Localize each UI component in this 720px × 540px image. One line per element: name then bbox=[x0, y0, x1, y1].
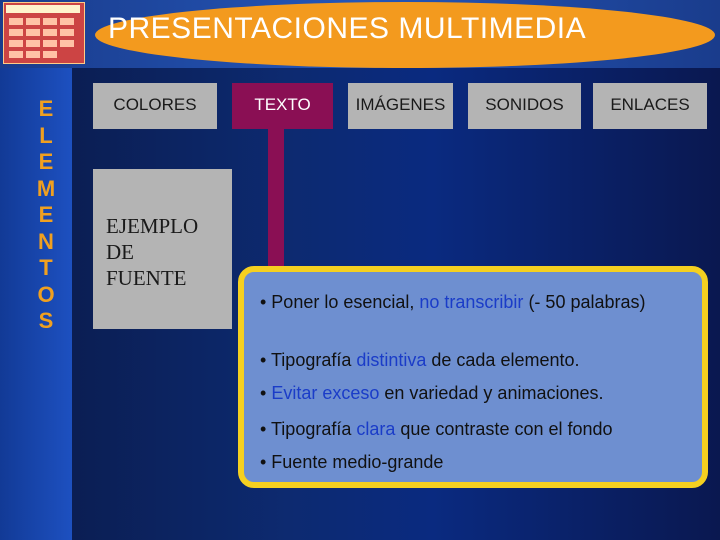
example-font-box bbox=[93, 169, 232, 329]
connector-line bbox=[268, 129, 284, 274]
category-colores[interactable]: COLORES bbox=[93, 83, 217, 129]
example-font-line: FUENTE bbox=[106, 266, 187, 290]
slide-thumbnail-image bbox=[3, 2, 85, 64]
bullet-item: • Poner lo esencial, no transcribir (- 50 palabras) bbox=[260, 292, 646, 312]
category-imagenes[interactable]: IMÁGENES bbox=[348, 83, 453, 129]
bullet-item: • Evitar exceso en variedad y animaciones. bbox=[260, 383, 604, 403]
example-font-line: EJEMPLO bbox=[106, 214, 199, 238]
category-texto[interactable]: TEXTO bbox=[232, 83, 333, 129]
page-title: PRESENTACIONES MULTIMEDIA bbox=[108, 12, 587, 45]
category-enlaces[interactable]: ENLACES bbox=[593, 83, 707, 129]
example-font-line: DE bbox=[106, 240, 134, 264]
bullet-panel bbox=[238, 266, 708, 488]
category-sonidos[interactable]: SONIDOS bbox=[468, 83, 581, 129]
bullet-item: • Fuente medio-grande bbox=[260, 452, 444, 472]
bullet-item: • Tipografía distintiva de cada elemento. bbox=[260, 350, 580, 370]
vertical-word-label: E L E M E N T O S bbox=[36, 96, 56, 333]
bullet-item: • Tipografía clara que contraste con el fondo bbox=[260, 419, 613, 439]
